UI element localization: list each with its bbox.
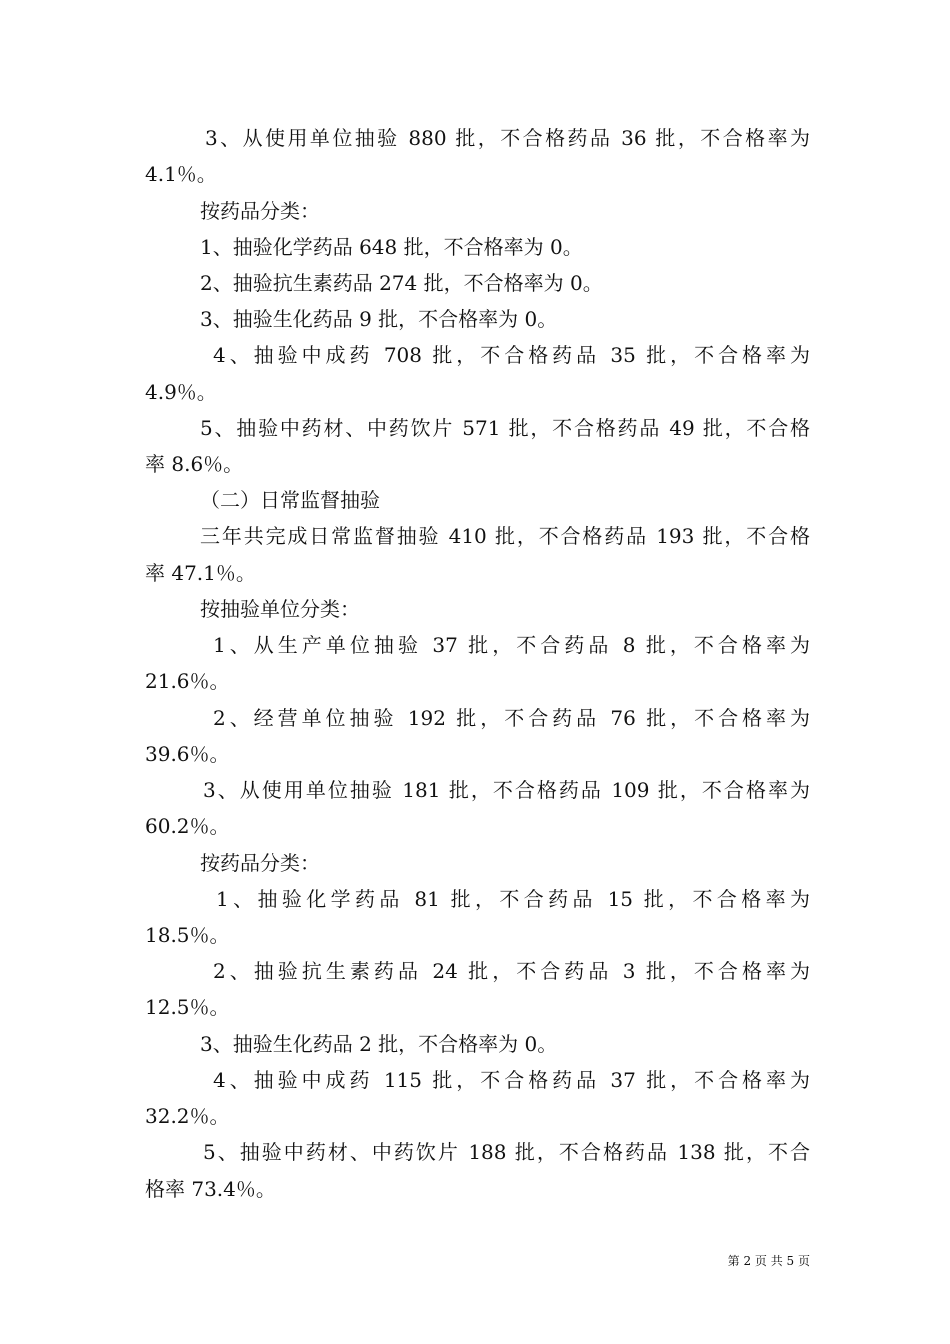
paragraph-line: 三年共完成日常监督抽验 410 批，不合格药品 193 批，不合格: [200, 524, 810, 548]
paragraph-line: 2、抽验抗生素药品 274 批，不合格率为 0。: [200, 271, 603, 295]
paragraph-line: 12.5％。: [145, 995, 230, 1019]
paragraph-line: 5、抽验中药材、中药饮片 188 批，不合格药品 138 批，不合: [203, 1140, 810, 1164]
paragraph-line: 18.5％。: [145, 923, 230, 947]
paragraph-line: 率 47.1％。: [145, 561, 256, 585]
paragraph-line: 39.6％。: [145, 742, 230, 766]
paragraph-line: 4、抽验中成药 708 批，不合格药品 35 批，不合格率为: [213, 343, 810, 367]
paragraph-line: 4.1％。: [145, 162, 217, 186]
paragraph-line: 60.2％。: [145, 814, 230, 838]
paragraph-line: 21.6％。: [145, 669, 230, 693]
paragraph-line: 32.2％。: [145, 1104, 230, 1128]
paragraph-line: 4、抽验中成药 115 批，不合格药品 37 批，不合格率为: [213, 1068, 810, 1092]
paragraph-line: 1、从生产单位抽验 37 批，不合药品 8 批，不合格率为: [213, 633, 810, 657]
section-heading: 按药品分类：: [200, 199, 320, 223]
section-heading: 按药品分类：: [200, 851, 320, 875]
paragraph-line: 3、抽验生化药品 2 批，不合格率为 0。: [200, 1032, 558, 1056]
paragraph-line: 3、从使用单位抽验 181 批，不合格药品 109 批，不合格率为: [203, 778, 810, 802]
paragraph-line: 3、从使用单位抽验 880 批，不合格药品 36 批，不合格率为: [205, 126, 810, 150]
section-heading: （二）日常监督抽验: [200, 488, 380, 512]
paragraph-line: 2、经营单位抽验 192 批，不合药品 76 批，不合格率为: [213, 706, 810, 730]
paragraph-line: 1、抽验化学药品 81 批，不合药品 15 批，不合格率为: [216, 887, 810, 911]
paragraph-line: 2、抽验抗生素药品 24 批，不合药品 3 批，不合格率为: [213, 959, 810, 983]
paragraph-line: 3、抽验生化药品 9 批，不合格率为 0。: [200, 307, 558, 331]
section-heading: 按抽验单位分类：: [200, 597, 360, 621]
paragraph-line: 5、抽验中药材、中药饮片 571 批，不合格药品 49 批，不合格: [200, 416, 810, 440]
paragraph-line: 格率 73.4％。: [145, 1177, 276, 1201]
page-number-footer: 第 2 页 共 5 页: [727, 1254, 810, 1268]
paragraph-line: 率 8.6％。: [145, 452, 244, 476]
paragraph-line: 4.9％。: [145, 380, 217, 404]
paragraph-line: 1、抽验化学药品 648 批，不合格率为 0。: [200, 235, 583, 259]
